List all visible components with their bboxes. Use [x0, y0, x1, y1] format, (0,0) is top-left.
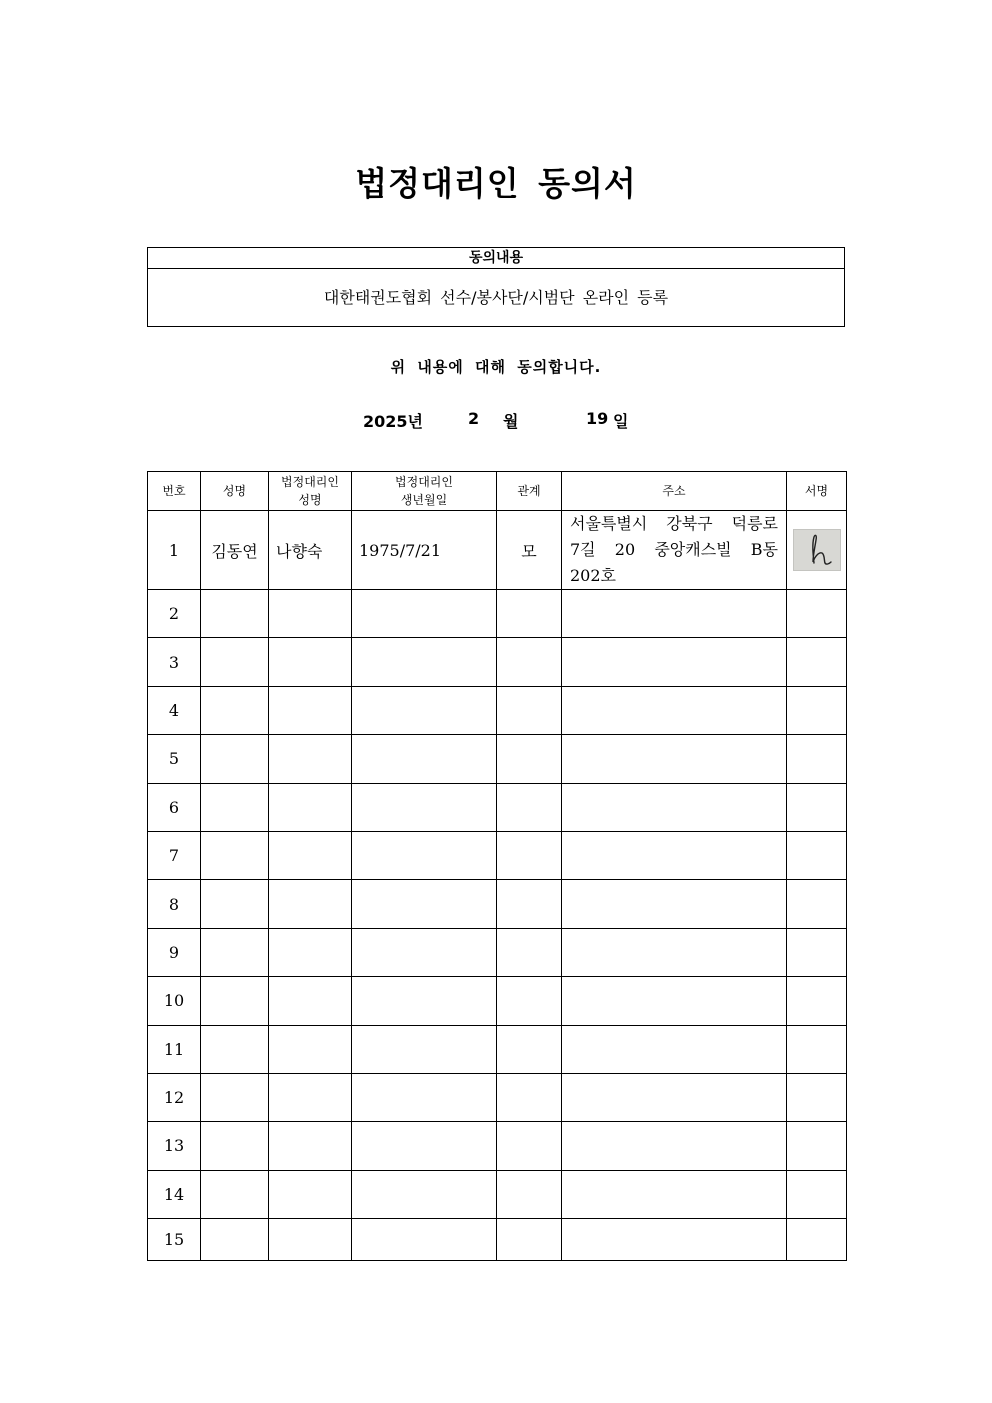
table-row: [148, 928, 847, 976]
cell-name: [201, 590, 269, 638]
cell-name: [201, 977, 269, 1025]
cell-no: 15: [148, 1219, 201, 1261]
header-signature: 서명: [787, 472, 847, 511]
cell-no: 2: [148, 590, 201, 638]
cell-no: 7: [148, 831, 201, 879]
cell-guardian-name: [269, 783, 352, 831]
cell-guardian-birth: [352, 880, 497, 928]
cell-guardian-birth: [352, 1025, 497, 1073]
cell-relation: [497, 831, 562, 879]
address-line: 7길 20 중앙캐스빌 B동: [570, 540, 778, 559]
cell-address: [562, 638, 787, 686]
cell-address: [562, 590, 787, 638]
table-row: [148, 977, 847, 1025]
cell-signature: [787, 783, 847, 831]
cell-name: [201, 880, 269, 928]
cell-name: [201, 735, 269, 783]
guardian-table: [147, 471, 847, 1261]
date-day: 19: [586, 409, 609, 428]
cell-no: 3: [148, 638, 201, 686]
cell-address: [562, 1219, 787, 1261]
cell-relation: [497, 1073, 562, 1121]
cell-address: [562, 1073, 787, 1121]
cell-signature: [787, 880, 847, 928]
header-name: 성명: [201, 472, 269, 511]
cell-signature: [787, 1073, 847, 1121]
cell-relation: 모: [497, 511, 562, 590]
cell-relation: [497, 783, 562, 831]
table-row: [148, 686, 847, 734]
cell-guardian-birth: [352, 686, 497, 734]
header-relation: 관계: [497, 472, 562, 511]
date-day-unit: 일: [613, 412, 629, 431]
consent-header: 동의내용: [148, 248, 844, 269]
cell-guardian-name: [269, 880, 352, 928]
cell-address: [562, 1170, 787, 1218]
table-row: [148, 1170, 847, 1218]
table-row: [148, 511, 847, 590]
table-row: [148, 1219, 847, 1261]
cell-guardian-name: 나향숙: [269, 511, 352, 590]
cell-guardian-birth: [352, 1170, 497, 1218]
cell-name: [201, 1122, 269, 1170]
address-line: 202호: [570, 566, 616, 585]
cell-guardian-name: [269, 1219, 352, 1261]
cell-address: [562, 783, 787, 831]
signature-image: [793, 529, 841, 571]
cell-guardian-name: [269, 1073, 352, 1121]
table-row: [148, 735, 847, 783]
cell-address: [562, 686, 787, 734]
cell-guardian-birth: [352, 735, 497, 783]
cell-relation: [497, 1025, 562, 1073]
cell-no: 8: [148, 880, 201, 928]
cell-relation: [497, 735, 562, 783]
agreement-statement: 위 내용에 대해 동의합니다.: [390, 358, 602, 376]
cell-guardian-birth: [352, 977, 497, 1025]
consent-content-box: [147, 247, 845, 327]
cell-name: [201, 831, 269, 879]
cell-guardian-birth: [352, 831, 497, 879]
cell-guardian-birth: [352, 1219, 497, 1261]
cell-no: 11: [148, 1025, 201, 1073]
cell-guardian-name: [269, 1170, 352, 1218]
table-row: [148, 1073, 847, 1121]
cell-guardian-birth: [352, 928, 497, 976]
cell-name: [201, 1025, 269, 1073]
header-no: 번호: [148, 472, 201, 511]
cell-no: 6: [148, 783, 201, 831]
cell-guardian-name: [269, 977, 352, 1025]
cell-address: [562, 1122, 787, 1170]
cell-no: 14: [148, 1170, 201, 1218]
cell-name: [201, 1219, 269, 1261]
cell-guardian-name: [269, 735, 352, 783]
address-line: 서울특별시 강북구 덕릉로: [570, 514, 778, 533]
cell-name: [201, 1170, 269, 1218]
cell-relation: [497, 590, 562, 638]
cell-signature: [787, 590, 847, 638]
cell-guardian-name: [269, 831, 352, 879]
cell-name: [201, 928, 269, 976]
date-month: 2: [468, 409, 480, 428]
cell-address: [562, 1025, 787, 1073]
cell-signature: [787, 511, 847, 590]
cell-no: 9: [148, 928, 201, 976]
cell-address: [562, 511, 787, 590]
cell-guardian-birth: [352, 1122, 497, 1170]
cell-no: 13: [148, 1122, 201, 1170]
cell-relation: [497, 928, 562, 976]
cell-address: [562, 977, 787, 1025]
cell-no: 5: [148, 735, 201, 783]
cell-relation: [497, 1170, 562, 1218]
cell-signature: [787, 1170, 847, 1218]
cell-signature: [787, 1219, 847, 1261]
cell-guardian-birth: 1975/7/21: [352, 511, 497, 590]
cell-no: 1: [148, 511, 201, 590]
cell-signature: [787, 735, 847, 783]
cell-relation: [497, 977, 562, 1025]
document-title: 법정대리인 동의서: [355, 164, 637, 203]
cell-name: [201, 686, 269, 734]
cell-address: [562, 831, 787, 879]
cell-signature: [787, 638, 847, 686]
cell-no: 12: [148, 1073, 201, 1121]
cell-signature: [787, 1025, 847, 1073]
table-row: [148, 880, 847, 928]
cell-relation: [497, 1122, 562, 1170]
cell-name: [201, 1073, 269, 1121]
cell-name: [201, 638, 269, 686]
cell-relation: [497, 638, 562, 686]
cell-signature: [787, 977, 847, 1025]
cell-guardian-birth: [352, 590, 497, 638]
cell-relation: [497, 1219, 562, 1261]
date-year: 2025년: [363, 412, 423, 431]
cell-guardian-name: [269, 928, 352, 976]
cell-relation: [497, 686, 562, 734]
cell-no: 10: [148, 977, 201, 1025]
cell-guardian-name: [269, 638, 352, 686]
cell-address: [562, 880, 787, 928]
header-guardian-birth: 법정대리인 생년월일: [352, 472, 497, 511]
table-row: [148, 1122, 847, 1170]
cell-guardian-birth: [352, 783, 497, 831]
cell-name: 김동연: [201, 511, 269, 590]
header-address: 주소: [562, 472, 787, 511]
cell-signature: [787, 831, 847, 879]
cell-guardian-birth: [352, 638, 497, 686]
table-row: [148, 638, 847, 686]
cell-guardian-name: [269, 686, 352, 734]
table-row: [148, 1025, 847, 1073]
cell-address: [562, 735, 787, 783]
consent-body: 대한태권도협회 선수/봉사단/시범단 온라인 등록: [323, 288, 669, 307]
cell-guardian-name: [269, 1025, 352, 1073]
cell-signature: [787, 686, 847, 734]
header-guardian-name: 법정대리인 성명: [269, 472, 352, 511]
table-row: [148, 783, 847, 831]
cell-signature: [787, 928, 847, 976]
cell-guardian-name: [269, 1122, 352, 1170]
cell-signature: [787, 1122, 847, 1170]
cell-guardian-birth: [352, 1073, 497, 1121]
cell-name: [201, 783, 269, 831]
date-month-unit: 월: [503, 412, 519, 431]
cell-relation: [497, 880, 562, 928]
cell-no: 4: [148, 686, 201, 734]
table-header-row: [148, 472, 847, 511]
cell-guardian-name: [269, 590, 352, 638]
table-row: [148, 590, 847, 638]
table-row: [148, 831, 847, 879]
cell-address: [562, 928, 787, 976]
